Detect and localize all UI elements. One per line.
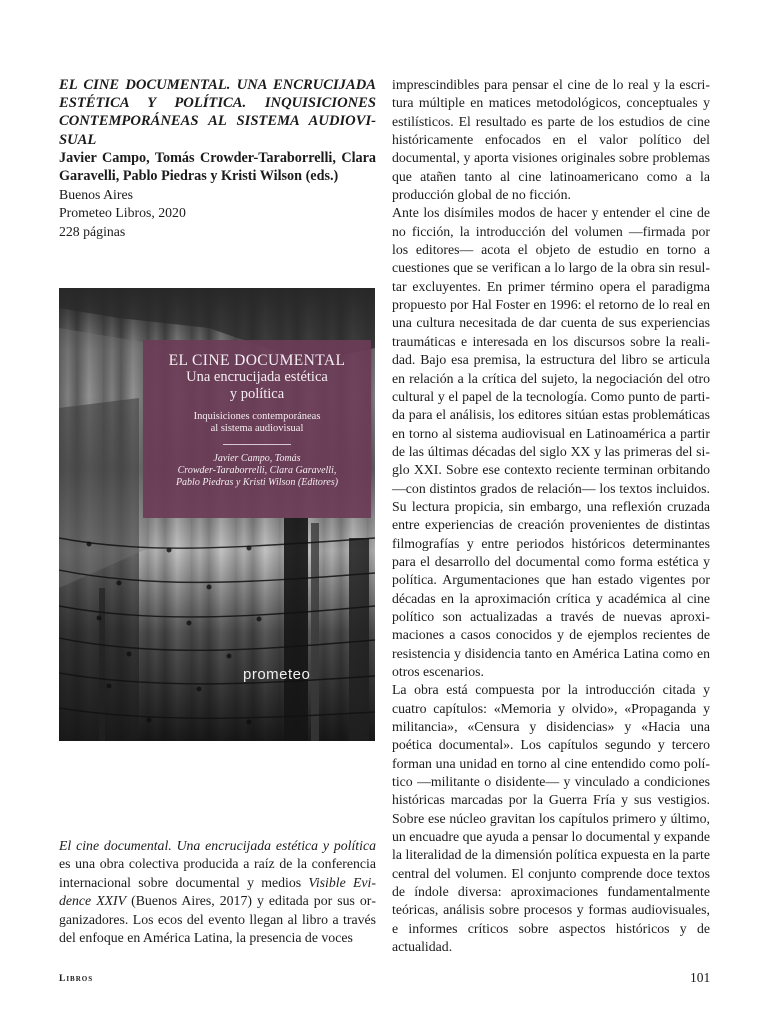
cover-subtitle-line-3: Inquisiciones contemporáneas bbox=[193, 411, 321, 422]
page-number: 101 bbox=[690, 970, 711, 985]
inline-event-title: Visible Evidence XXIV bbox=[59, 874, 376, 909]
cover-subtitle-line-1: Una encrucijada estética bbox=[186, 369, 328, 385]
cover-authors-line-1: Javier Campo, Tomás bbox=[213, 453, 301, 464]
cover-title-panel bbox=[143, 340, 371, 518]
cover-divider bbox=[223, 444, 291, 445]
paragraph: imprescindibles para pensar el cine de lo real y la escritura múltiple en matices metodológicos, conceptuales y estilísticos. El resultado es parte de los estudios de cine históricamente enfocados en el valor político del documental, y aporta visiones originales sobre problemas que atañen tanto al cine latinoamericano como a la producción global de no ficción. bbox=[392, 77, 710, 203]
body-text-fragment: es una obra colectiva producida a raíz de la conferencia internacional sobre documental y medios bbox=[59, 856, 376, 890]
paragraph: Ante los disímiles modos de hacer y entender el cine de no ficción, la introducción del volumen —firmada por los editores— acota el objeto de estudio en torno a cuestiones que se verifican a lo largo de la obra sin resultar excluyentes. En primer término opera el paradigma propuesto por Hal Foster en 1996: el retorno de lo real en una cultura necesitada de dar cuenta de sus experiencias traumáticas e interesada en los discursos sobre la realidad. Bajo esa premisa, la estructura del libro se articula en relación a la crítica del sujeto, la negociación del otro cultural y el papel de la tecnología. Como punto de partida para el análisis, los editores sitúan estas problemáticas en torno al sistema audiovisual en Latinoamérica a partir de las últimas décadas del siglo XX y las primeras del siglo XXI. Sobre ese contexto reciente terminan orbitando —con distintos grados de relación— los textos incluidos. Su lectura propicia, sin embargo, una reflexión cruzada entre experiencias de creación provenientes de distintas filmografías y entre periodos históricos determinantes para el desarrollo del documental como forma estética y política. Argumentaciones que han estado vigentes por décadas en la aproximación crítica y académica al cine político son actualizadas a través de nuevas aproximaciones a casos conocidos y de ejemplos recientes de resistencia y disidencia tanto en América Latina como en otros escenarios. bbox=[392, 205, 710, 679]
inline-book-title: El cine documental. Una encrucijada estética y política bbox=[59, 838, 376, 853]
book-cover-image bbox=[59, 288, 375, 741]
book-city: Buenos Aires bbox=[59, 186, 133, 202]
cover-title: EL CINE DOCUMENTAL bbox=[168, 352, 346, 369]
cover-authors-line-3: Pablo Piedras y Kristi Wilson (Editores) bbox=[175, 477, 339, 488]
cover-authors-line-2: Crowder-Taraborrelli, Clara Garavelli, bbox=[177, 465, 337, 476]
body-text-left bbox=[59, 837, 376, 947]
book-pages: 228 páginas bbox=[59, 223, 126, 239]
review-header bbox=[59, 76, 376, 241]
body-text-fragment: (Buenos Aires, 2017) y editada por sus organizadores. Los ecos del evento llegan al libro a través del enfoque en América Latina, la presencia de voces bbox=[59, 893, 377, 946]
publisher-logo: prometeo bbox=[243, 666, 311, 683]
book-publisher: Prometeo Libros, 2020 bbox=[59, 205, 186, 221]
book-title: EL CINE DOCUMENTAL. UNA ENCRUCIJADA ESTÉTICA Y POLÍTICA. INQUISICIONES CONTEMPORÁNEAS AL SISTEMA AUDIOVISUAL bbox=[59, 77, 376, 148]
paragraph: La obra está compuesta por la introducción citada y cuatro capítulos: «Memoria y olvido», «Propaganda y militancia», «Censura y disidencias» y «Hacia una poética documental». Los capítulos segundo y tercero forman una unidad en torno al cine entendido como político —militante o disidente— y vinculado a condiciones históricas marcadas por la Guerra Fría y sus vestigios. Sobre ese núcleo gravitan los capítulos primero y último, un encuadre que ayuda a pensar lo documental y expande la literalidad de la dimensión política expuesta en la parte central del volumen. El conjunto comprende doce textos de índole diversa: aproximaciones fundamentalmente teóricas, análisis sobre procesos y formas audiovisuales, e informes críticos sobre aspectos históricos y de actualidad. bbox=[392, 682, 710, 955]
cover-subtitle-line-2: y política bbox=[229, 386, 285, 402]
section-label: Libros bbox=[59, 974, 94, 984]
cover-subtitle-line-4: al sistema audiovisual bbox=[210, 422, 304, 434]
body-text-right bbox=[392, 76, 710, 957]
book-authors: Javier Campo, Tomás Crowder-Taraborrelli, Clara Garavelli, Pablo Piedras y Kristi Wilson (eds.) bbox=[59, 149, 376, 185]
